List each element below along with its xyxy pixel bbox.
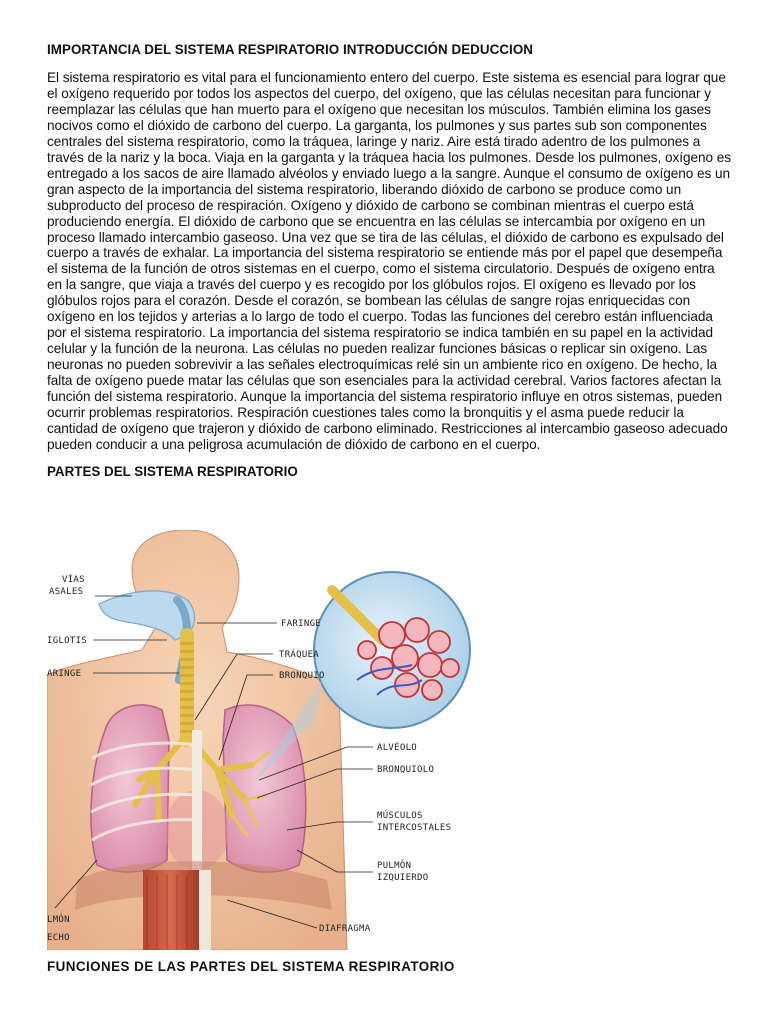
svg-text:PULMÓN bbox=[377, 859, 411, 871]
label-pulmon-der-1: LMÓN bbox=[47, 915, 70, 925]
label-pulmon-izq-2: IZQUIERDO bbox=[377, 873, 429, 883]
respiratory-system-illustration bbox=[47, 530, 487, 950]
label-pulmon-der-2: ECHO bbox=[47, 933, 70, 943]
label-pulmon-izq-1: PULMÓN bbox=[377, 861, 412, 871]
svg-text:FARINGE bbox=[281, 619, 321, 629]
label-faringe: FARINGE bbox=[281, 619, 322, 629]
label-musculos-2: INTERCOSTALES bbox=[377, 823, 452, 833]
section-heading-parts: PARTES DEL SISTEMA RESPIRATORIO bbox=[47, 463, 298, 479]
label-diafragma: DIAFRAGMA bbox=[319, 924, 371, 934]
svg-text:ALVÉOLO bbox=[377, 741, 417, 753]
main-heading: IMPORTANCIA DEL SISTEMA RESPIRATORIO INTRODUCCIÓN DEDUCCION bbox=[47, 42, 534, 57]
svg-text:ASALES bbox=[49, 587, 83, 597]
label-alveolo: ALVÉOLO bbox=[377, 743, 418, 753]
section-heading-functions: FUNCIONES DE LAS PARTES DEL SISTEMA RESPIRATORIO bbox=[47, 959, 455, 974]
anatomy-diagram bbox=[47, 530, 487, 950]
label-traquea: TRÁQUEA bbox=[279, 650, 320, 660]
intro-paragraph: El sistema respiratorio es vital para el funcionamiento entero del cuerpo. Este sistema es esencial para lograr que el oxígeno requerido por todos los aspectos del cuerpo, del oxígeno, que las células necesitan para funcionar y reemplazar las células que han muerto para el oxígeno que necesitan los músculos. También elimina los gases nocivos como el dióxido de carbono del cuerpo. La garganta, los pulmones y sus partes sub son componentes centrales del sistema respiratorio, como la tráquea, laringe y nariz. Aire está tirado adentro de los pulmones a través de la nariz y la boca. Viaja en la garganta y la tráquea hacia los pulmones. Desde los pulmones, oxígeno es entregado a los sacos de aire llamado alvéolos y enviado luego a la sangre. Aunque el consumo de oxígeno es un gran aspecto de la importancia del sistema respiratorio, liberando dióxido de carbono se produce como un subproducto del proceso de respiración. Oxígeno y dióxido de carbono se combinan mientras el cuerpo está produciendo energía. El dióxido de carbono que se encuentra en las células se intercambia por oxígeno en un proceso llamado intercambio gaseoso. Una vez que se tira de las células, el dióxido de carbono es expulsado del cuerpo a través de exhalar. La importancia del sistema respiratorio se entiende más por el papel que desempeña el sistema de la función de otros sistemas en el cuerpo, como el sistema circulatorio. Después de oxígeno entra en la sangre, que viaja a través del cuerpo y es recogido por los glóbulos rojos. El oxígeno es llevado por los glóbulos rojos para el corazón. Desde el corazón, se bombean las células de sangre rojas enriquecidas con oxígeno en los tejidos y arterias a lo largo de todo el cuerpo. Todas las funciones del cerebro están influenciada por el sistema respiratorio. La importancia del sistema respiratorio se indica también en su papel en la actividad celular y la función de la neurona. Las células no pueden realizar funciones básicas o replicar sin oxígeno. Las neuronas no pueden sobrevivir a las señales electroquímicas relé sin un ambiente rico en oxígeno. De hecho, la falta de oxígeno puede matar las células que son esenciales para la actividad cerebral. Varios factores afectan la función del sistema respiratorio. Aunque la importancia del sistema respiratorio influye en otros sistemas, pueden ocurrir problemas respiratorios. Respiración cuestiones tales como la bronquitis y el asma puede reducir la cantidad de oxígeno que trajeron y dióxido de carbono eliminado. Restricciones al intercambio gaseoso adecuado pueden conducir a una peligrosa acumulación de dióxido de carbono en el cuerpo. bbox=[47, 70, 731, 452]
label-laringe: ARINGE bbox=[47, 669, 82, 679]
svg-text:VÍAS bbox=[62, 573, 85, 585]
label-vias-nasales-1: VÍAS bbox=[62, 575, 85, 585]
svg-text:ECHO bbox=[47, 933, 70, 943]
svg-text:LMÓN bbox=[47, 913, 70, 925]
svg-text:IGLOTIS bbox=[47, 636, 87, 646]
label-bronquio: BRONQUIO bbox=[279, 671, 325, 681]
label-epiglotis: IGLOTIS bbox=[47, 636, 88, 646]
svg-text:INTERCOSTALES bbox=[377, 823, 451, 833]
label-musculos-1: MÚSCULOS bbox=[377, 811, 423, 821]
intercostal-muscles bbox=[143, 870, 199, 950]
svg-text:ARINGE bbox=[47, 669, 81, 679]
svg-text:DIAFRAGMA bbox=[319, 924, 371, 934]
document-page bbox=[47, 41, 733, 481]
svg-text:IZQUIERDO bbox=[377, 873, 428, 883]
svg-text:MÚSCULOS bbox=[377, 809, 423, 821]
svg-text:BRONQUIOLO bbox=[377, 765, 434, 775]
label-vias-nasales-2: ASALES bbox=[49, 587, 84, 597]
svg-text:TRÁQUEA bbox=[279, 648, 319, 660]
label-bronquiolo: BRONQUIOLO bbox=[377, 765, 435, 775]
svg-text:BRONQUIO bbox=[279, 671, 325, 681]
